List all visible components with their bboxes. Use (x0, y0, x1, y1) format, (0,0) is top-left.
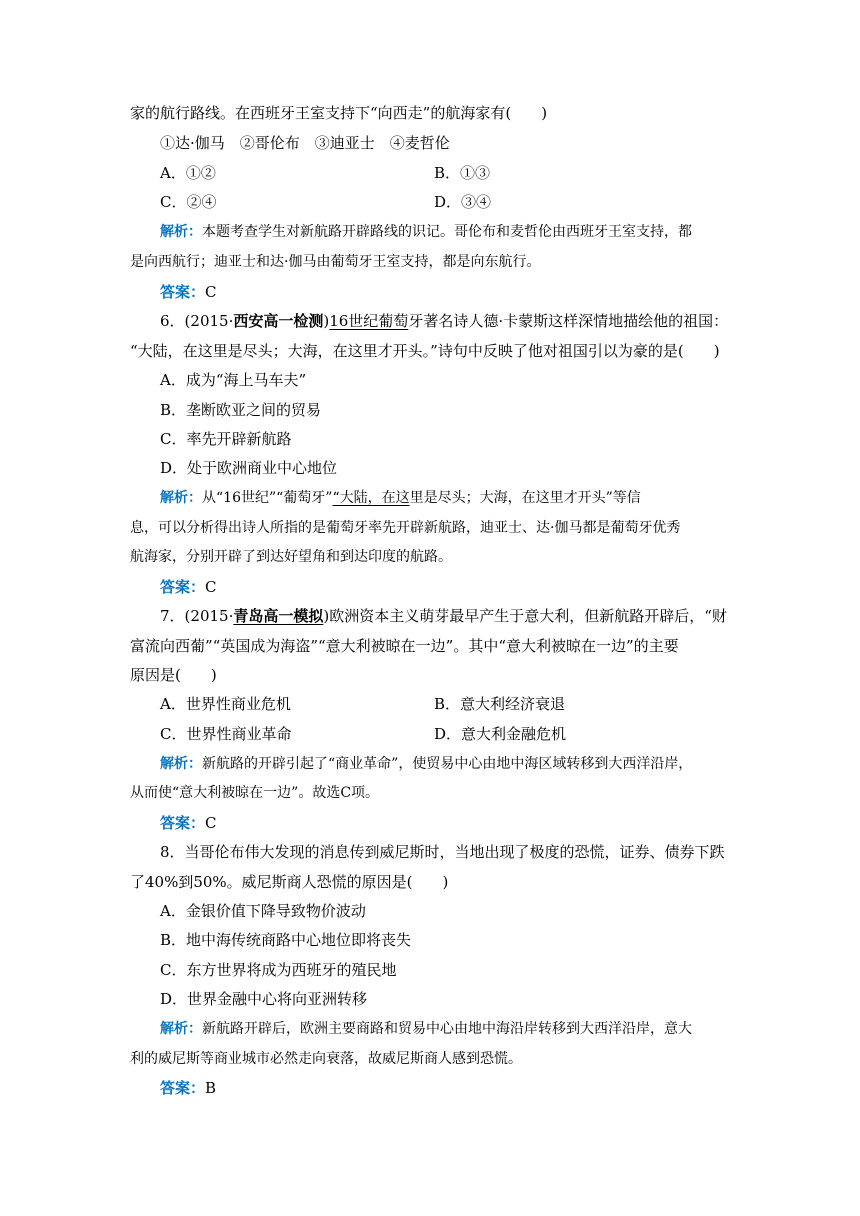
q6-analysis-line-1 (160, 488, 641, 508)
q7-source: 青岛高一模拟 (233, 607, 324, 625)
q7-option-a: A．世界性商业危机 (160, 695, 291, 713)
q8-stem-line-2: 了40%到50%。威尼斯商人恐慌的原因是( ) (130, 873, 449, 891)
q8-option-b: B．地中海传统商路中心地位即将丧失 (160, 931, 412, 949)
q5-option-c: C．②④ (160, 193, 217, 211)
q7-stem-line-1 (160, 606, 727, 626)
answer-label: 答案： (160, 1079, 206, 1097)
q7-option-d: D．意大利金融危机 (434, 725, 567, 743)
answer-label: 答案： (160, 578, 206, 596)
q6-option-a: A．成为“海上马车夫” (160, 371, 307, 389)
analysis-label: 解析： (160, 490, 202, 506)
q6-stem-line-2: “大陆，在这里是尽头；大海，在这里才开头。”诗句中反映了他对祖国引以为豪的是( ) (130, 342, 720, 360)
q7-analysis-line-2: 从而使“意大利被晾在一边”。故选C项。 (130, 785, 380, 801)
q7-answer (160, 813, 217, 833)
q7-stem-rest: )欧洲资本主义萌芽最早产生于意大利，但新航路开辟后，“财 (323, 607, 727, 625)
q8-option-c: C．东方世界将成为西班牙的殖民地 (160, 961, 397, 979)
q5-analysis-text-1: 本题考查学生对新航路开辟路线的识记。哥伦布和麦哲伦由西班牙王室支持，都 (202, 224, 692, 240)
answer-label: 答案： (160, 283, 206, 301)
q5-items: ①达·伽马 ②哥伦布 ③迪亚士 ④麦哲伦 (160, 134, 450, 152)
q7-analysis-line-1 (160, 754, 692, 774)
answer-value: B (205, 1079, 217, 1097)
q7-number: 7．(2015· (160, 607, 234, 625)
answer-value: C (205, 283, 217, 301)
q5-answer (160, 282, 217, 302)
q6-option-b: B．垄断欧亚之间的贸易 (160, 401, 322, 419)
q6-option-c: C．率先开辟新航路 (160, 430, 292, 448)
q7-stem-line-3: 原因是( ) (130, 666, 217, 684)
q6-source: 西安高一检测 (233, 312, 324, 330)
q6-analysis-line-2: 息，可以分析得出诗人所指的是葡萄牙率先开辟新航路，迪亚士、达·伽马都是葡萄牙优秀 (130, 520, 681, 536)
answer-value: C (205, 578, 217, 596)
q6-analysis-underlined: “大陆，在这 (332, 490, 410, 506)
analysis-label: 解析： (160, 1021, 202, 1037)
q6-analysis-text-1b: 里是尽头；大海，在这里才开头”等信 (409, 490, 641, 506)
q6-answer (160, 577, 217, 597)
q6-stem-rest: 牙著名诗人德·卡蒙斯这样深情地描绘他的祖国： (408, 312, 729, 330)
q5-option-d: D．③④ (434, 193, 492, 211)
q8-option-a: A．金银价值下降导致物价波动 (160, 902, 366, 920)
q5-option-a: A．①② (160, 164, 216, 182)
q6-analysis-line-3: 航海家，分别开辟了到达好望角和到达印度的航路。 (130, 549, 452, 565)
q7-analysis-text-1: 新航路的开辟引起了“商业革命”，使贸易中心由地中海区域转移到大西洋沿岸， (202, 756, 693, 772)
q6-number: 6．(2015· (160, 312, 234, 330)
q6-analysis-text-1a: 从“16世纪”“葡萄牙” (202, 490, 333, 506)
q7-stem-line-2: 富流向西葡”“英国成为海盗”“意大利被晾在一边”。其中“意大利被晾在一边”的主要 (130, 637, 679, 655)
q7-option-b: B．意大利经济衰退 (434, 695, 566, 713)
q8-option-d: D．世界金融中心将向亚洲转移 (160, 990, 368, 1008)
answer-value: C (205, 814, 217, 832)
q7-option-c: C．世界性商业革命 (160, 725, 292, 743)
q6-option-d: D．处于欧洲商业中心地位 (160, 459, 338, 477)
analysis-label: 解析： (160, 224, 202, 240)
q5-stem-continuation: 家的航行路线。在西班牙王室支持下“向西走”的航海家有( ) (130, 104, 548, 122)
q5-analysis-line-2: 是向西航行；迪亚士和达·伽马由葡萄牙王室支持，都是向东航行。 (130, 254, 541, 270)
q8-analysis-line-1 (160, 1019, 692, 1039)
analysis-label: 解析： (160, 756, 202, 772)
q6-paren-close: ) (323, 312, 330, 330)
answer-label: 答案： (160, 814, 206, 832)
q6-stem-line-1 (160, 311, 728, 331)
q5-option-b: B．①③ (434, 164, 491, 182)
q8-answer (160, 1078, 216, 1098)
q6-underlined-text: 16世纪葡萄 (329, 312, 409, 330)
q8-analysis-line-2: 利的威尼斯等商业城市必然走向衰落，故威尼斯商人感到恐慌。 (130, 1051, 522, 1067)
q8-analysis-text-1: 新航路开辟后，欧洲主要商路和贸易中心由地中海沿岸转移到大西洋沿岸，意大 (202, 1021, 692, 1037)
q5-analysis-line-1 (160, 222, 692, 242)
q8-stem-line-1: 8．当哥伦布伟大发现的消息传到威尼斯时，当地出现了极度的恐慌，证券、债券下跌 (160, 843, 725, 861)
